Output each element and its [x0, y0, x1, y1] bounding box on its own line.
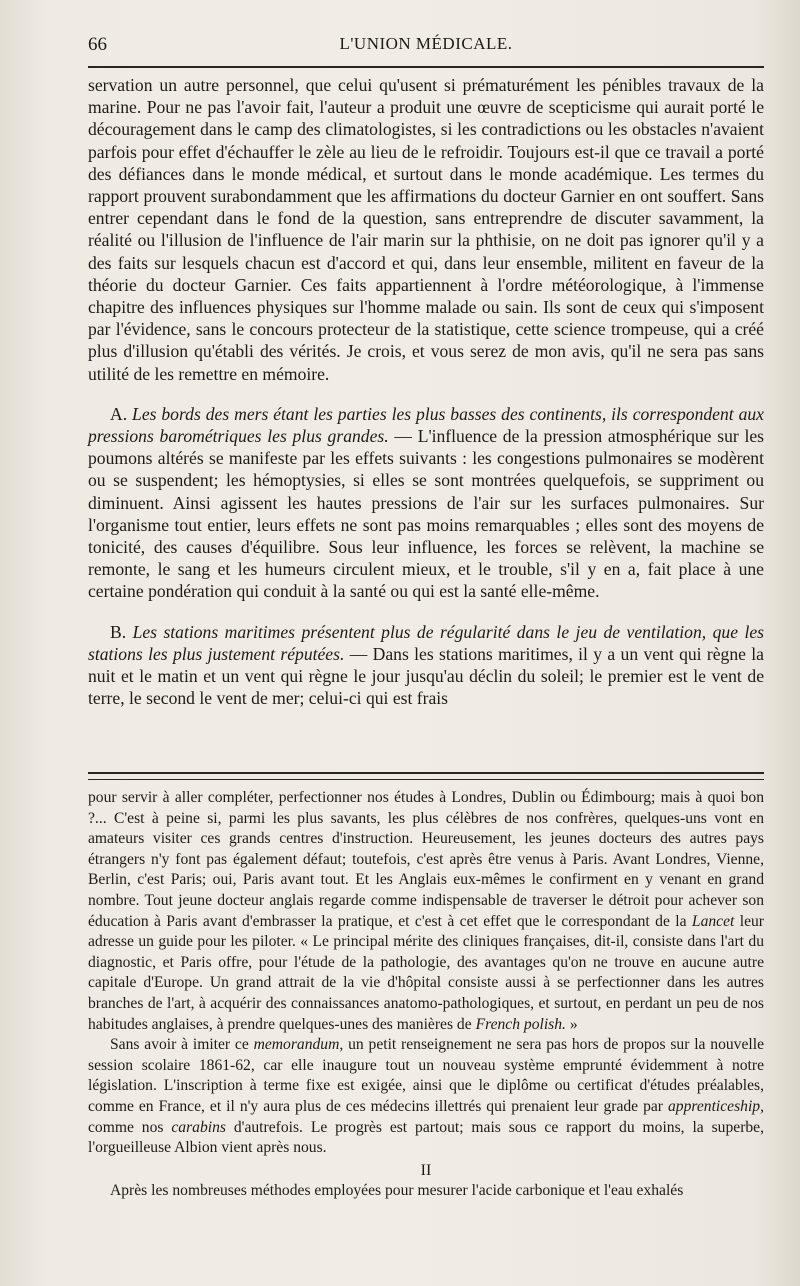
footnote-2-text-a: Sans avoir à imiter ce — [110, 1036, 249, 1054]
paragraph-b-rubric: Les stations maritimes présentent plus de régularité dans le jeu de ventilation, que les stations les plus justement réputées. — [88, 621, 764, 664]
header-rule — [88, 66, 764, 68]
paragraph-b-label: B. — [110, 621, 127, 642]
main-text — [88, 74, 764, 709]
footnote-1-close-quote: » — [569, 1015, 578, 1033]
footnote-1-french-polish: French polish. — [475, 1015, 566, 1033]
section-mark: II — [420, 1161, 432, 1179]
paragraph-a-rubric: Les bords des mers étant les parties les plus basses des continents, ils correspondent aux pressions barométriques les plus grandes. — [88, 403, 764, 447]
footnote-2-carabins: carabins — [171, 1118, 226, 1136]
footnote-2-text-d: d'autrefois. Le progrès est partout; mais sous ce rapport du moins, la superbe, l'orgueilleuse Albion vient après nous. — [88, 1118, 765, 1157]
paragraph-b-text: — Dans les stations maritimes, il y a un vent qui règne la nuit et le matin et un vent qui règne le jour jusqu'au déclin du soleil; le premier est le vent de terre, le second le vent de mer; celui-ci qui est frais — [88, 643, 764, 709]
footnote-1-lancet: Lancet — [691, 912, 735, 930]
page-header — [88, 34, 764, 60]
paragraph-a-text: — L'influence de la pression atmosphérique sur les poumons altérés se manifeste par les effets suivants : les congestions pulmonaires se modèrent ou se suspendent; les hémoptysies, si elles se sont montrées quelquefois, se suppriment ou diminuent. Ainsi agissent les hautes pressions de l'air sur les surfaces pulmonaires. Sur l'organisme tout entier, leurs effets ne sont pas moins remarquables ; elles sont des moyens de tonicité, des causes d'équilibre. Sous leur influence, les forces se relèvent, la machine se remonte, le sang et les humeurs circulent mieux, et le trouble, s'il y en a, fait place à une certaine pondération qui conduit à la santé ou qui est la santé elle-même. — [88, 426, 764, 602]
paragraph-a-label: A. — [110, 403, 128, 424]
footnote-2-text-b: un petit renseignement ne sera pas hors de propos sur la nouvelle session scolaire 1861-62, car elle inaugure tout un nouveau système emprunté évidemment à notre législation. L'inscription à terme fixe est exigée, ainsi que le diplôme ou certificat d'études préalables, comme en France, et il n'y aura plus de ces médecins illettrés qui prenaient leur grade par — [88, 1036, 764, 1115]
footnote-paragraph-2 — [88, 1035, 764, 1159]
footnote-1-text-b: leur adresse un guide pour les piloter. « Le principal mérite des cliniques françaises, dit-il, consiste dans l'art du diagnostic, et Paris offre, pour l'étude de la pathologie, des avantages qu'on ne trouve en aucune autre capitale d'Europe. Un grand attrait de la vie d'hôpital consiste aussi à se perfectionner dans les autres branches de l'art, à acquérir des connaissances anatomo-pathologiques, et surtout, en perdant un peu de nos habitudes anglaises, à prendre quelques-unes des manières de — [88, 912, 764, 1033]
running-title: L'UNION MÉDICALE. — [339, 34, 513, 53]
footnote-paragraph-1 — [88, 788, 764, 1035]
footnote-2-memorandum: memorandum, — [253, 1036, 344, 1054]
paragraph-a — [88, 403, 764, 603]
footnote-paragraph-3: Après les nombreuses méthodes employées pour mesurer l'acide carbonique et l'eau exhalés — [110, 1182, 684, 1200]
footnote-block — [88, 788, 764, 1202]
footnote-1-text-a: pour servir à aller compléter, perfectionner nos études à Londres, Dublin ou Édimbourg; mais à quoi bon ?... C'est à peine si, parmi les plus savants, les plus célèbres de nos confrères, quelques-uns vont en amateurs visiter ces grands centres d'instruction. Heureusement, les jeunes docteurs des autres pays étrangers n'y font pas également défaut; toutefois, c'est après être venus à Paris. Avant Londres, Vienne, Berlin, c'est Paris; oui, Paris avant tout. Et les Anglais eux-mêmes le confirment en y venant en grand nombre. Tout jeune docteur anglais regarde comme indispensable de traverser le détroit pour achever son éducation à Paris avant d'embrasser la pratique, et c'est à cet effet que le correspondant de la — [88, 789, 764, 930]
paragraph-b — [88, 621, 764, 710]
footnote-2-text-c: comme nos — [88, 1118, 164, 1136]
page-number: 66 — [88, 34, 107, 55]
paragraph-continuation: servation un autre personnel, que celui qu'usent si prématurément les pénibles travaux de la marine. Pour ne pas l'avoir fait, l'auteur a produit une œuvre de scepticisme qui aurait porté le découragement dans le camp des climatologistes, si les contradictions ou les obstacles n'avaient parfois pour effet d'échauffer le zèle au lieu de le refroidir. Toujours est-il que ce travail a porté des défiances dans le monde médical, et surtout dans le monde académique. Les termes du rapport prouvent surabondamment que les affirmations du docteur Garnier en ont souffert. Sans entrer cependant dans le fond de la question, sans entreprendre de discuter savamment, la réalité ou l'illusion de l'influence de l'air marin sur la phthisie, on ne doit pas ignorer qu'il y a des faits sur lesquels chacun est d'accord et qui, dans leur ensemble, militent en faveur de la théorie du docteur Garnier. Ces faits appartiennent à l'ordre météorologique, à l'immense chapitre des influences physiques sur l'homme malade ou sain. Ils sont de ceux qui s'imposent par l'évidence, sans le concours protecteur de la statistique, cette science trompeuse, qui a créé plus d'illusion qu'établi des vérités. Je crois, et vous serez de mon avis, qu'il ne sera pas sans utilité de les remettre en mémoire. — [88, 75, 764, 384]
footnote-separator — [88, 772, 764, 780]
footnote-2-apprenticeship: apprenticeship, — [667, 1097, 764, 1115]
